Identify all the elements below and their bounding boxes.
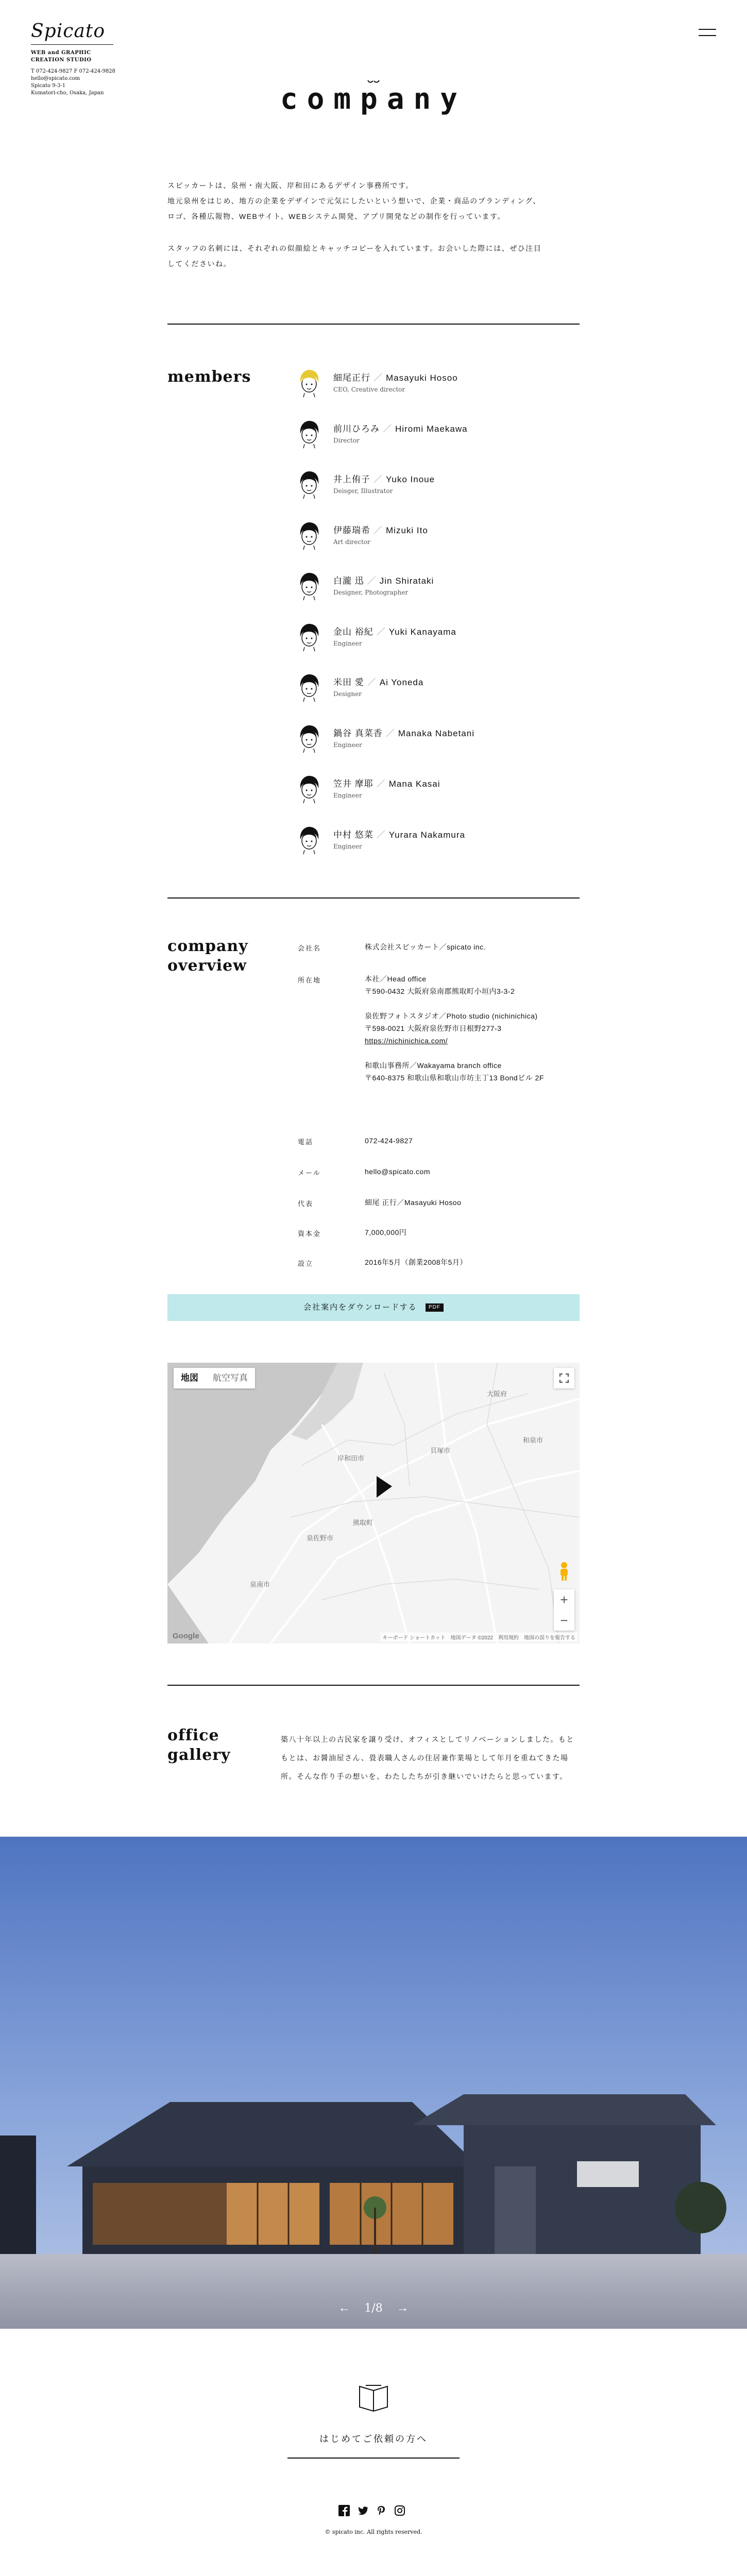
studio-url-link[interactable]: https://nichinichica.com/ [365,1037,448,1045]
member-row [296,363,580,414]
name-divider: ／ [376,829,386,840]
company-name-value: 株式会社スピッカート／spicato inc. [365,943,486,951]
menu-bar [699,29,716,30]
member-name [333,776,440,789]
capital-label: 資本金 [298,1230,321,1238]
studio-name: 泉佐野フォトスタジオ／Photo studio (nichinichica) [365,1012,538,1020]
studio-line2: CREATION STUDIO [31,57,92,63]
site-logo[interactable]: Spicato [31,21,105,42]
name-divider: ／ [376,626,386,637]
member-name [333,827,465,840]
studio-email[interactable]: hello@spicato.com [31,76,80,81]
member-name [333,675,423,688]
tel-value[interactable]: 072-424-9827 [365,1137,413,1145]
member-row [296,465,580,516]
member-portrait-icon [296,672,322,702]
member-name-jp: 白瀧 迅 [333,576,364,586]
slider-nav [0,2301,747,2315]
intro-line: してくださいね。 [167,260,231,268]
member-row [296,516,580,567]
member-role: Deisger, Illustrator [333,487,393,495]
google-logo: Google [173,1632,199,1640]
member-name-en: Mizuki Ito [386,525,428,535]
member-name-jp: 井上侑子 [333,474,370,484]
section-divider [167,324,580,325]
member-name-en: Mana Kasai [388,779,440,789]
wakayama-name: 和歌山事務所／Wakayama branch office [365,1061,502,1070]
download-label: 会社案内をダウンロードする [303,1303,417,1312]
overview-title-line1: company [167,937,248,955]
members-list [296,363,580,871]
section-divider [167,897,580,899]
intro-line: ロゴ、各種広報物、WEBサイト、WEBシステム開発、アプリ開発などの制作を行っています。 [167,212,505,221]
member-row [296,414,580,465]
founded-value: 2016年5月（創業2008年5月） [365,1258,467,1266]
member-name-en: Manaka Nabetani [398,728,474,738]
member-row [296,769,580,820]
pegman-icon[interactable] [557,1561,571,1582]
member-portrait-icon [296,723,322,753]
member-name-jp: 伊藤瑞希 [333,525,370,535]
member-row [296,566,580,617]
map-label: 岸和田市 [337,1454,365,1462]
map-attribution[interactable]: キーボード ショートカット 地図データ ©2022 利用規約 地図の誤りを報告する [380,1633,578,1641]
office-photo [0,1837,747,2329]
map-label: 貝塚市 [430,1447,451,1454]
member-role: CEO, Creative director [333,386,405,393]
map-label: 大阪府 [487,1390,507,1398]
map-background [167,1363,580,1643]
member-role: Designer [333,690,362,698]
intro-line: スピッカートは、泉州・南大阪、岸和田にあるデザイン事務所です。 [167,181,414,190]
member-row [296,719,580,770]
studio-address: 〒598-0021 大阪府泉佐野市日根野277-3 [365,1024,502,1032]
zoom-in-button[interactable]: + [560,1592,568,1607]
gallery-title-line1: office [167,1726,219,1744]
member-name-en: Yuko Inoue [386,474,435,484]
map-label: 泉佐野市 [307,1534,334,1542]
pinterest-icon[interactable] [376,2505,387,2516]
name-divider: ／ [367,576,377,586]
members-title: members [167,368,251,386]
capital-value: 7,000,000円 [365,1228,407,1236]
member-portrait-icon [296,621,322,651]
zoom-controls [554,1589,574,1631]
facebook-icon[interactable] [338,2505,350,2516]
first-time-link[interactable]: はじめてご依頼の方へ [319,2434,428,2444]
founded-label: 設立 [298,1260,314,1267]
member-role: Engineer [333,792,362,799]
member-name [333,472,435,485]
member-name-en: Jin Shirataki [379,576,434,586]
intro-line: 地元泉州をはじめ、地方の企業をデザインで元気にしたいという想いで、企業・商品のブランディング、 [167,197,541,205]
overview-title [167,937,248,976]
name-divider: ／ [374,525,383,535]
member-name-jp: 笠井 摩耶 [333,779,374,789]
name-divider: ／ [383,423,392,434]
intro-line: スタッフの名刺には、それぞれの似顔絵とキャッチコピーを入れています。お会いした際には、ぜひ注目 [167,244,542,252]
page-title [0,82,747,116]
member-name [333,523,428,536]
menu-button[interactable] [699,29,716,36]
hq-block [365,973,544,997]
member-portrait-icon [296,570,322,600]
studio-block [365,1010,544,1047]
instagram-icon[interactable] [394,2505,405,2516]
member-portrait-icon [296,773,322,803]
gallery-description: 築八十年以上の古民家を譲り受け、オフィスとしてリノベーションしました。もともとは、お醤油屋さん、畳表職人さんの住居兼作業場として年月を重ねてきた場所。そんな作り手の想いを、わたしたちが引き継いでいけたらと思っています。 [281,1735,574,1781]
company-name-label: 会社名 [298,944,321,952]
member-portrait-icon [296,824,322,854]
member-name [333,573,434,586]
office-photo-slide[interactable] [0,1837,747,2329]
name-divider: ／ [367,677,377,687]
member-portrait-icon [296,367,322,397]
social-links [338,2505,405,2516]
studio-address1: Spicato 9-3-1 [31,83,66,89]
location-marker-icon[interactable] [374,1475,394,1500]
member-name-jp: 細尾正行 [333,373,370,383]
member-portrait-icon [296,520,322,550]
member-role: Engineer [333,639,362,647]
book-icon [355,2383,392,2414]
member-name [333,421,468,434]
member-name-en: Masayuki Hosoo [386,373,458,383]
copyright: © spicato inc. All rights reserved. [325,2529,422,2535]
section-divider [167,1685,580,1686]
member-name-jp: 米田 愛 [333,677,364,687]
zoom-out-button[interactable]: − [560,1613,568,1628]
studio-line1: WEB and GRAPHIC [31,50,91,56]
map-label: 泉南市 [250,1581,270,1588]
member-name-jp: 前川ひろみ [333,423,380,434]
mail-value[interactable]: hello@spicato.com [365,1167,430,1176]
member-row [296,668,580,719]
overview-title-line2: overview [167,957,247,975]
member-name-en: Hiromi Maekawa [395,423,468,434]
name-divider: ／ [374,373,383,383]
hq-address: 〒590-0432 大阪府泉南郡熊取町小垣内3-3-2 [365,987,515,995]
map-type-tabs [174,1368,255,1388]
name-divider: ／ [376,779,386,789]
google-map[interactable] [167,1363,580,1643]
first-time-underline [287,2458,460,2459]
studio-tel-fax: T 072-424-9827 F 072-424-9828 [31,69,115,74]
member-name-jp: 中村 悠菜 [333,829,374,840]
slide-current: 1 [364,2302,372,2315]
member-portrait-icon [296,418,322,448]
member-name-jp: 鍋谷 真菜香 [333,728,383,738]
member-role: Engineer [333,842,362,850]
member-name-jp: 金山 裕紀 [333,626,374,637]
twitter-icon[interactable] [357,2505,368,2516]
member-name-en: Ai Yoneda [379,677,424,687]
name-divider: ／ [374,474,383,484]
member-name [333,370,458,383]
location-label: 所在地 [298,976,321,984]
fullscreen-icon [554,1368,574,1388]
page-title-text: company [280,82,467,116]
map-label: 熊取町 [353,1519,374,1527]
member-role: Engineer [333,741,362,749]
slide-prev-button[interactable]: ← [338,2301,351,2315]
download-brochure-button[interactable] [167,1294,580,1321]
tab-map[interactable]: 地図 [181,1373,198,1383]
hq-name: 本社／Head office [365,975,427,983]
member-role: Director [333,436,360,444]
menu-bar [699,35,716,36]
wakayama-block [365,1059,544,1084]
gallery-title-line2: gallery [167,1746,231,1764]
rep-label: 代表 [298,1200,314,1208]
member-portrait-icon [296,469,322,499]
slide-next-button[interactable]: → [396,2301,409,2315]
location-value [365,973,544,1096]
fullscreen-button[interactable] [554,1368,574,1388]
name-divider: ／ [385,728,395,738]
rep-value: 細尾 正行／Masayuki Hosoo [365,1198,462,1207]
member-name-en: Yuki Kanayama [388,626,456,637]
slide-counter: 1/8 [364,2302,383,2315]
gallery-title [167,1726,231,1765]
logo-underline [31,44,113,45]
pdf-badge: PDF [426,1303,444,1312]
member-row [296,617,580,668]
member-role: Designer, Photographer [333,589,409,596]
member-name [333,624,456,637]
member-name-en: Yurara Nakamura [388,829,465,840]
slide-total: 8 [375,2302,383,2315]
title-deco-icon [367,79,380,84]
mail-label: メール [298,1169,321,1177]
tel-label: 電話 [298,1138,314,1146]
tab-satellite[interactable]: 航空写真 [213,1373,248,1383]
map-label: 和泉市 [523,1436,544,1444]
wakayama-address: 〒640-8375 和歌山県和歌山市坊主丁13 Bondビル 2F [365,1074,544,1082]
studio-address2: Kumatori-cho, Osaka, Japan [31,90,104,96]
member-name [333,726,474,739]
member-role: Art director [333,538,370,546]
member-row [296,820,580,871]
intro-text [167,178,580,272]
